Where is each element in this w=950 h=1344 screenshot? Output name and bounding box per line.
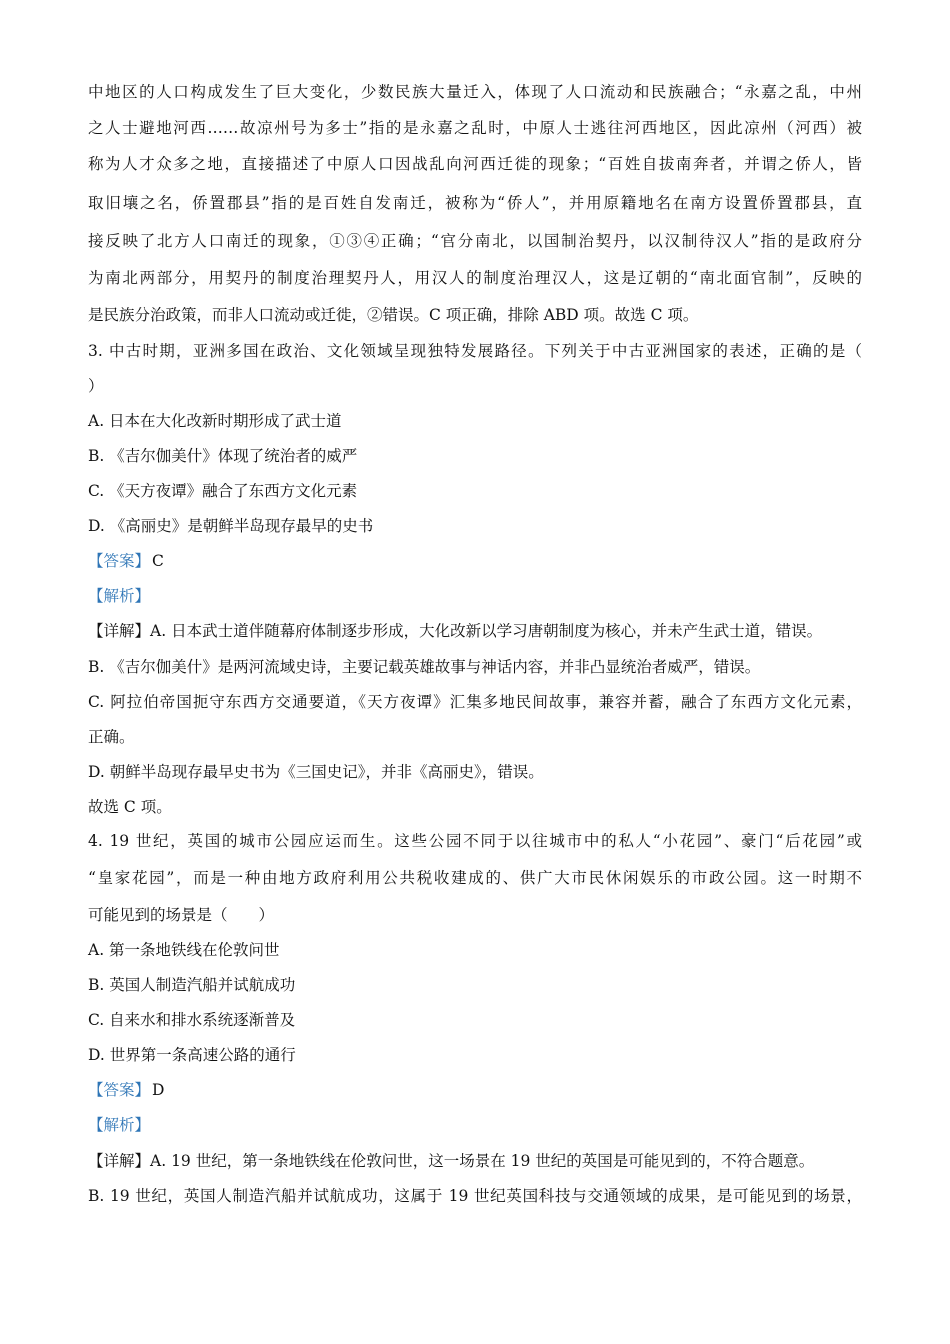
question-3-answer [88,550,862,572]
answer-value: D [152,1081,165,1099]
question-4-analysis-tag [88,1114,862,1136]
detail-line: D. 朝鲜半岛现存最早史书为《三国史记》，并非《高丽史》，错误。 [88,763,544,781]
detail-text: A. 19 世纪，第一条地铁线在伦敦问世，这一场景在 19 世纪的英国是可能见到的，不符合题意。 [150,1152,815,1170]
question-3-detail [88,620,862,642]
question-4-option-a: A. 第一条地铁线在伦敦问世 [88,941,280,959]
question-4-option-c: C. 自来水和排水系统逐渐普及 [88,1011,296,1029]
analysis-tag: 【解析】 [88,1116,151,1134]
detail-line: B. 《吉尔伽美什》是两河流域史诗，主要记载英雄故事与神话内容，并非凸显统治者威严，错误。 [88,658,761,676]
paragraph-line: 为南北两部分，用契丹的制度治理契丹人，用汉人的制度治理汉人，这是辽朝的“南北面官制”，反映的 [88,269,862,287]
conclusion-line: 故选 C 项。 [88,798,172,816]
question-3-option-b: B. 《吉尔伽美什》体现了统治者的威严 [88,447,358,465]
question-4-answer [88,1079,862,1101]
question-3-option-d: D. 《高丽史》是朝鲜半岛现存最早的史书 [88,517,374,535]
question-3-analysis-tag [88,585,862,607]
paragraph-line: 是民族分治政策，而非人口流动或迁徙，②错误。C 项正确，排除 ABD 项。故选 C 项。 [88,306,699,324]
paragraph-line: 之人士避地河西……故凉州号为多士”指的是永嘉之乱时，中原人士逃往河西地区，因此凉州（河西）被 [88,119,862,137]
question-3-option-a: A. 日本在大化改新时期形成了武士道 [88,412,342,430]
analysis-tag: 【解析】 [88,587,151,605]
paragraph-line: 称为人才众多之地，直接描述了中原人口因战乱向河西迁徙的现象；“百姓自拔南奔者，并谓之侨人，皆 [88,155,862,173]
detail-text: A. 日本武士道伴随幕府体制逐步形成，大化改新以学习唐朝制度为核心，并未产生武士道，错误。 [150,622,823,640]
question-4-option-d: D. 世界第一条高速公路的通行 [88,1046,296,1064]
detail-line: C. 阿拉伯帝国扼守东西方交通要道，《天方夜谭》汇集多地民间故事，兼容并蓄，融合了东西方文化元素， [88,693,862,711]
question-4-option-b: B. 英国人制造汽船并试航成功 [88,976,296,994]
answer-tag: 【答案】 [88,552,151,570]
answer-value: C [152,552,164,570]
detail-tag: 【详解】 [88,1152,151,1170]
detail-tag: 【详解】 [88,622,151,640]
paragraph-line: 取旧壤之名，侨置郡县”指的是百姓自发南迁，被称为“侨人”，并用原籍地名在南方设置侨置郡县，直 [88,194,862,212]
answer-tag: 【答案】 [88,1081,151,1099]
paragraph-line: 中地区的人口构成发生了巨大变化，少数民族大量迁入，体现了人口流动和民族融合；“永嘉之乱，中州 [88,83,862,101]
question-4-stem: 4. 19 世纪，英国的城市公园应运而生。这些公园不同于以往城市中的私人“小花园”、豪门“后花园”或 [88,832,862,850]
paragraph-line: 接反映了北方人口南迁的现象，①③④正确；“官分南北，以国制治契丹，以汉制待汉人”指的是政府分 [88,232,862,250]
question-3-option-c: C. 《天方夜谭》融合了东西方文化元素 [88,482,358,500]
detail-line: 正确。 [88,728,135,746]
question-3-stem: 3. 中古时期，亚洲多国在政治、文化领域呈现独特发展路径。下列关于中古亚洲国家的表述，正确的是（ [88,342,862,360]
detail-line: B. 19 世纪，英国人制造汽船并试航成功，这属于 19 世纪英国科技与交通领域的成果，是可能见到的场景， [88,1187,862,1205]
question-4-stem: “皇家花园”，而是一种由地方政府利用公共税收建成的、供广大市民休闲娱乐的市政公园。这一时期不 [88,869,862,887]
question-4-detail [88,1150,862,1172]
question-3-stem-end: ） [88,377,104,395]
question-4-stem-end: 可能见到的场景是（ ） [88,906,275,924]
